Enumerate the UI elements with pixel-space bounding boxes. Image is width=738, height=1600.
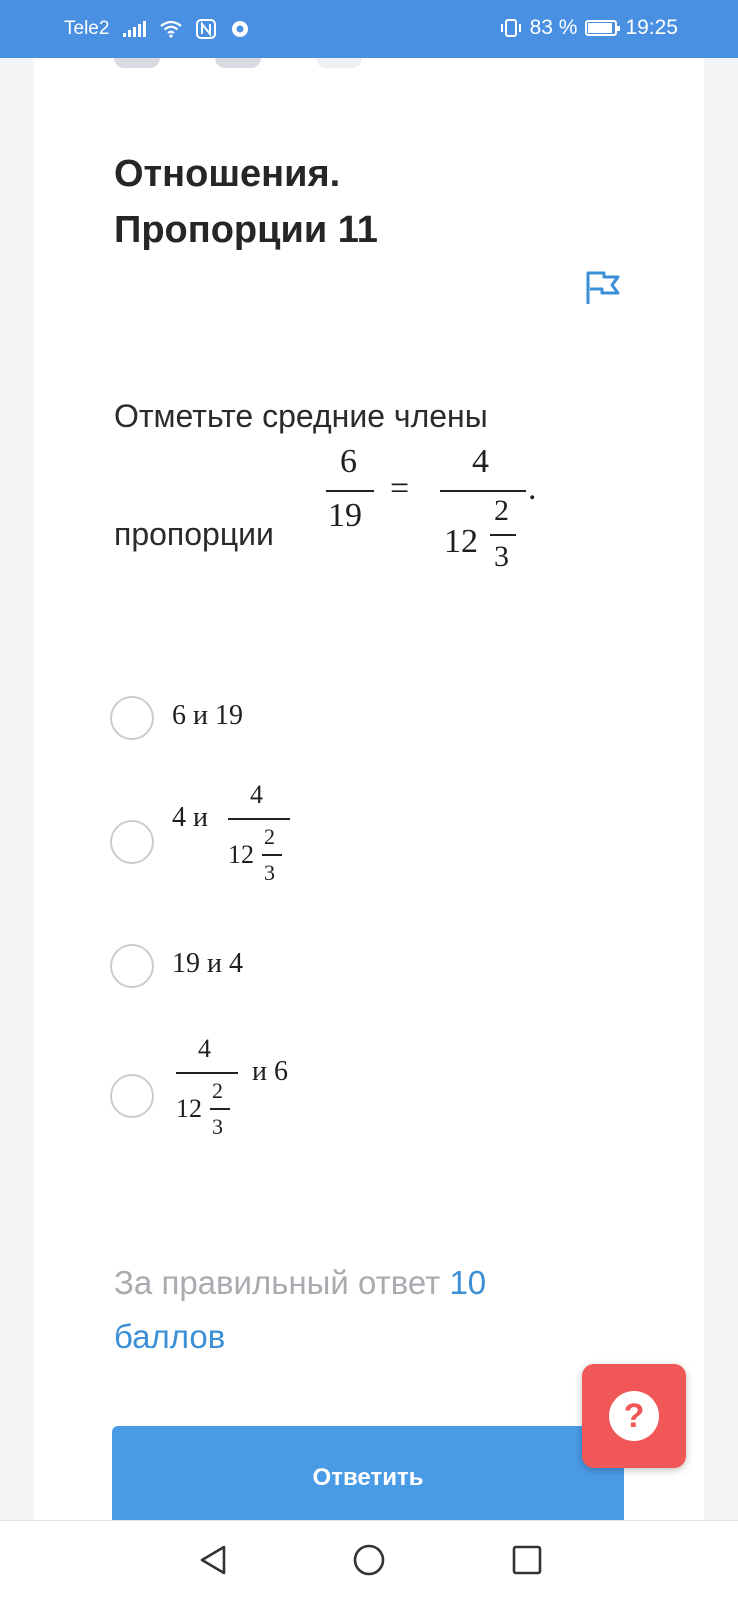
back-icon[interactable] <box>196 1543 230 1577</box>
formula-right-inner-bar <box>490 534 516 536</box>
formula-right-numerator: 4 <box>472 443 489 480</box>
system-nav-bar <box>0 1520 738 1600</box>
carrier-label: Tele2 <box>64 18 110 39</box>
formula-left-numerator: 6 <box>340 443 357 480</box>
option-fraction-bar <box>176 1072 238 1074</box>
status-right <box>500 16 678 40</box>
points-info <box>114 1256 594 1364</box>
report-flag-icon[interactable] <box>584 270 622 306</box>
option-inner-denominator: 3 <box>264 860 275 885</box>
formula-equals: = <box>390 470 410 507</box>
nfc-icon <box>196 19 216 39</box>
battery-fill <box>588 23 611 33</box>
option-fraction-whole: 12 <box>228 840 254 869</box>
points-prefix: За правильный ответ <box>114 1264 441 1301</box>
answer-button[interactable]: Ответить <box>112 1426 624 1530</box>
answer-option-4[interactable] <box>110 1030 670 1160</box>
formula-right-inner-denominator: 3 <box>494 540 509 573</box>
question-line-1: Отметьте средние члены <box>114 398 488 434</box>
option-fraction-numerator: 4 <box>250 780 263 809</box>
radio-button[interactable] <box>110 1074 154 1118</box>
option-fraction-whole: 12 <box>176 1094 202 1123</box>
help-button[interactable] <box>582 1364 686 1468</box>
option-inner-bar <box>210 1108 230 1110</box>
recents-icon[interactable] <box>510 1543 544 1577</box>
answer-option-1[interactable] <box>110 678 670 738</box>
formula-period: . <box>528 470 537 507</box>
radio-button[interactable] <box>110 820 154 864</box>
help-icon: ? <box>609 1391 659 1441</box>
progress-dot[interactable] <box>114 58 160 68</box>
question-card <box>34 58 704 1520</box>
points-value: 10 <box>449 1264 487 1301</box>
formula-right-whole: 12 <box>444 523 478 560</box>
signal-icon <box>123 21 146 37</box>
formula-right-bar <box>440 490 526 492</box>
status-bar <box>0 0 738 58</box>
formula-left-denominator: 19 <box>328 497 362 534</box>
title-line-1: Отношения. <box>114 153 341 195</box>
status-left <box>64 18 250 40</box>
title-line-2: Пропорции 11 <box>114 209 378 251</box>
option-inner-denominator: 3 <box>212 1114 223 1139</box>
battery-icon <box>585 20 617 36</box>
option-label: 19 и 4 <box>172 948 243 979</box>
option-inner-numerator: 2 <box>212 1078 223 1103</box>
battery-percent: 83 % <box>529 16 578 39</box>
option-fraction-numerator: 4 <box>198 1034 211 1063</box>
points-suffix: баллов <box>114 1318 226 1355</box>
vibrate-icon <box>500 18 522 38</box>
sync-icon <box>230 19 250 39</box>
answer-option-3[interactable] <box>110 926 670 986</box>
home-icon[interactable] <box>352 1543 386 1577</box>
option-inner-numerator: 2 <box>264 824 275 849</box>
formula-right-inner-numerator: 2 <box>494 494 509 527</box>
formula-left-bar <box>326 490 374 492</box>
question-line-2: пропорции <box>114 516 274 552</box>
wifi-icon <box>160 20 182 38</box>
radio-button[interactable] <box>110 696 154 740</box>
progress-dots <box>114 58 362 68</box>
option-label: 6 и 19 <box>172 700 243 731</box>
progress-dot[interactable] <box>316 58 362 68</box>
radio-button[interactable] <box>110 944 154 988</box>
option-inner-bar <box>262 854 282 856</box>
clock: 19:25 <box>625 16 678 39</box>
progress-dot[interactable] <box>215 58 261 68</box>
option-fraction-bar <box>228 818 290 820</box>
option-suffix: и 6 <box>252 1056 288 1087</box>
page-title <box>114 146 378 258</box>
option-prefix: 4 и <box>172 802 208 833</box>
answer-option-2[interactable] <box>110 776 670 906</box>
